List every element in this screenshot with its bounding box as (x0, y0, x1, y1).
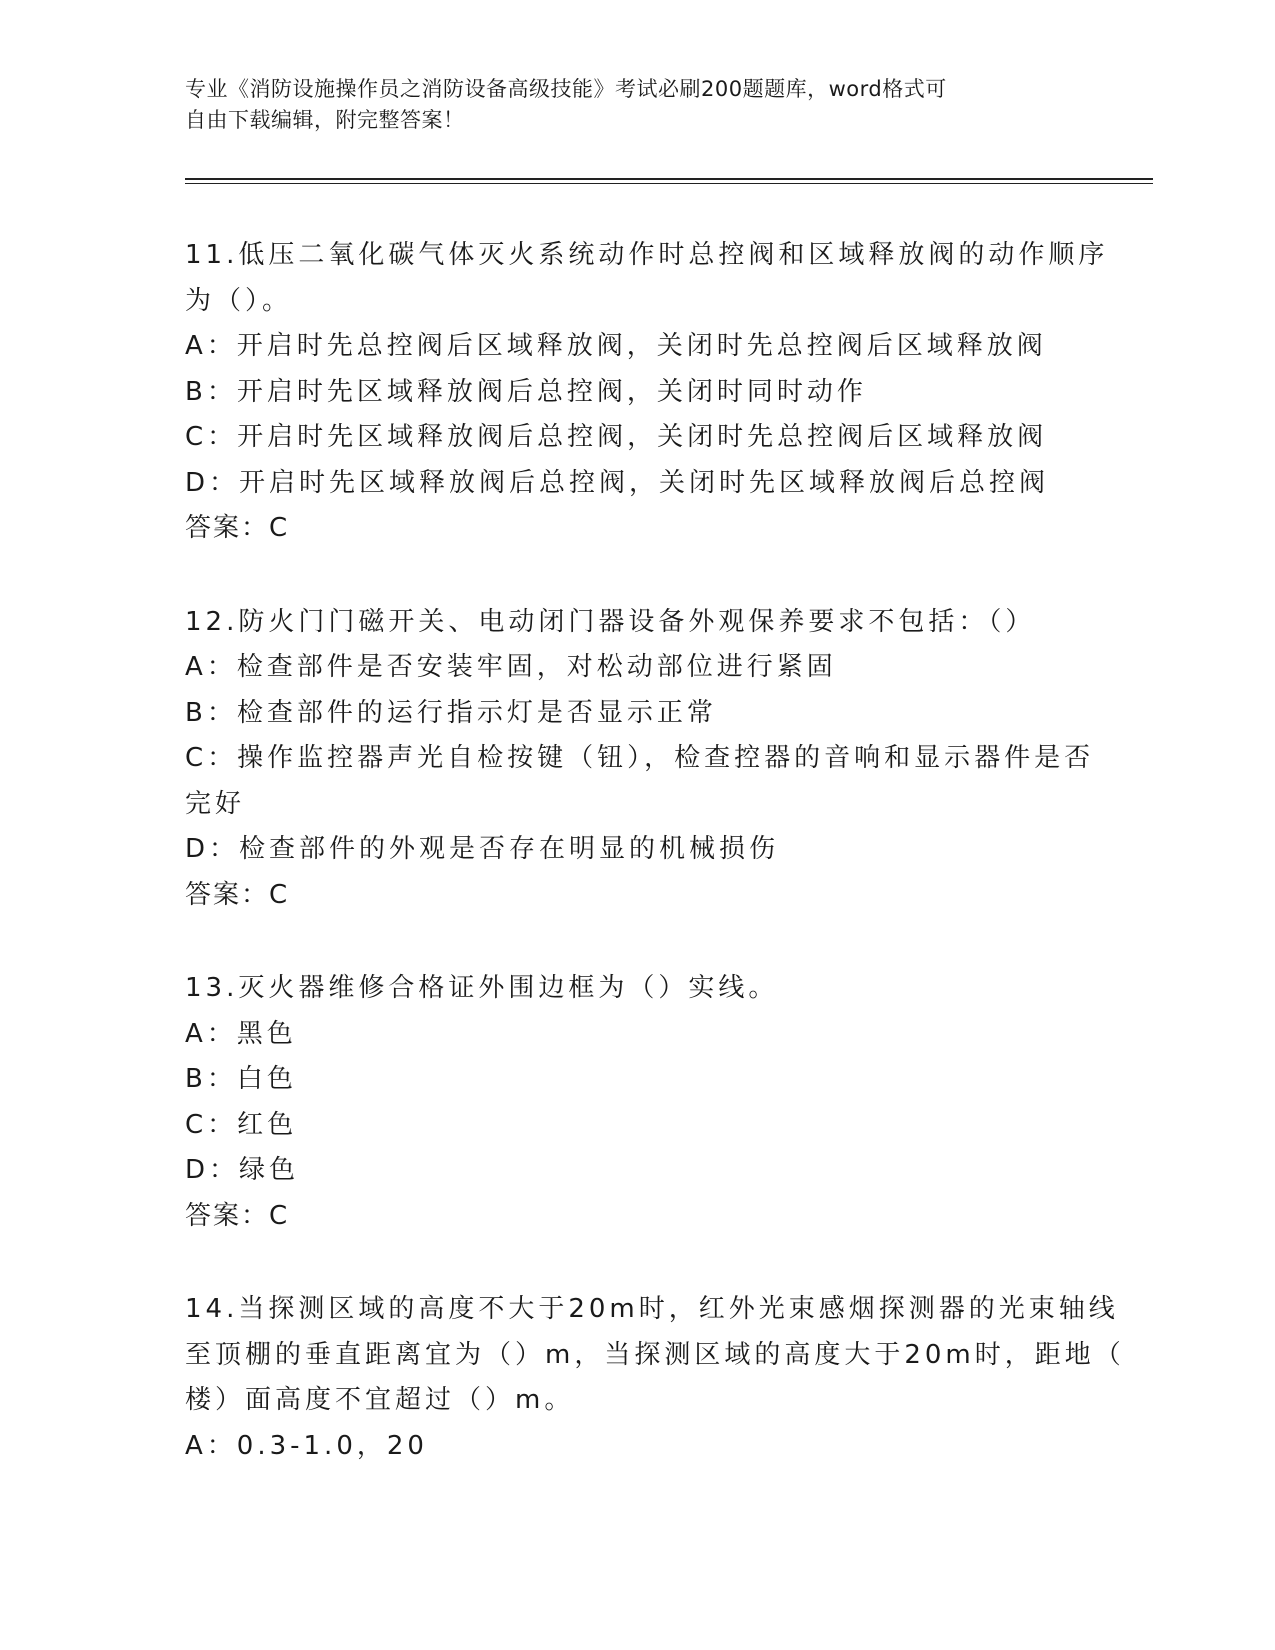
option-b: B：检查部件的运行指示灯是否显示正常 (185, 697, 717, 728)
option-c: C：开启时先区域释放阀后总控阀，关闭时先总控阀后区域释放阀 (185, 422, 1048, 452)
answer-label: 答案： (185, 513, 270, 543)
header-divider-thin (185, 183, 1153, 184)
answer-value: C (269, 513, 290, 543)
header-line-2: 自由下载编辑，附完整答案！ (185, 108, 465, 132)
answer-value: C (269, 1200, 290, 1231)
option-a: A：黑色 (185, 1018, 297, 1049)
option-c: C：红色 (185, 1109, 298, 1140)
question-stem-line: 12.防火门门磁开关、电动闭门器设备外观保养要求不包括：（） (185, 606, 1036, 637)
question-list (185, 233, 1125, 1517)
question-stem-line: 13.灭火器维修合格证外围边框为（）实线。 (185, 973, 779, 1003)
answer-label: 答案： (185, 1200, 270, 1231)
option-a: A：检查部件是否安装牢固，对松动部位进行紧固 (185, 652, 837, 682)
question-stem-line: 楼）面高度不宜超过（）m。 (185, 1385, 575, 1415)
option-a: A：0.3-1.0，20 (185, 1430, 428, 1461)
option-d: D：绿色 (185, 1155, 300, 1185)
option-c-continuation: 完好 (185, 788, 246, 819)
answer-line (185, 1194, 1085, 1240)
option-c: C：操作监控器声光自检按键（钮），检查控器的音响和显示器件是否 (185, 743, 1095, 773)
question-11 (185, 233, 1109, 552)
document-header (185, 74, 1085, 136)
answer-line (185, 506, 1085, 552)
answer-value: C (269, 879, 290, 910)
question-stem-line: 11.低压二氧化碳气体灭火系统动作时总控阀和区域释放阀的动作顺序 (185, 240, 1109, 270)
question-stem-line: 14.当探测区域的高度不大于20m时，红外光束感烟探测器的光束轴线 (185, 1294, 1119, 1324)
option-a: A：开启时先总控阀后区域释放阀，关闭时先总控阀后区域释放阀 (185, 331, 1047, 361)
header-line-1: 专业《消防设施操作员之消防设备高级技能》考试必刷200题题库，word格式可 (185, 77, 947, 101)
option-b: B：白色 (185, 1064, 297, 1094)
question-14 (185, 1287, 1125, 1469)
answer-label: 答案： (185, 879, 270, 910)
question-stem-line: 至顶棚的垂直距离宜为（）m，当探测区域的高度大于20m时，距地（ (185, 1339, 1125, 1370)
option-d: D：开启时先区域释放阀后总控阀，关闭时先区域释放阀后总控阀 (185, 467, 1050, 498)
option-b: B：开启时先区域释放阀后总控阀，关闭时同时动作 (185, 376, 867, 407)
question-12 (185, 600, 1095, 919)
question-stem-line: 为（）。 (185, 285, 293, 316)
option-d: D：检查部件的外观是否存在明显的机械损伤 (185, 834, 780, 864)
header-divider-thick (185, 178, 1153, 180)
answer-line (185, 873, 1085, 919)
question-13 (185, 966, 1085, 1239)
